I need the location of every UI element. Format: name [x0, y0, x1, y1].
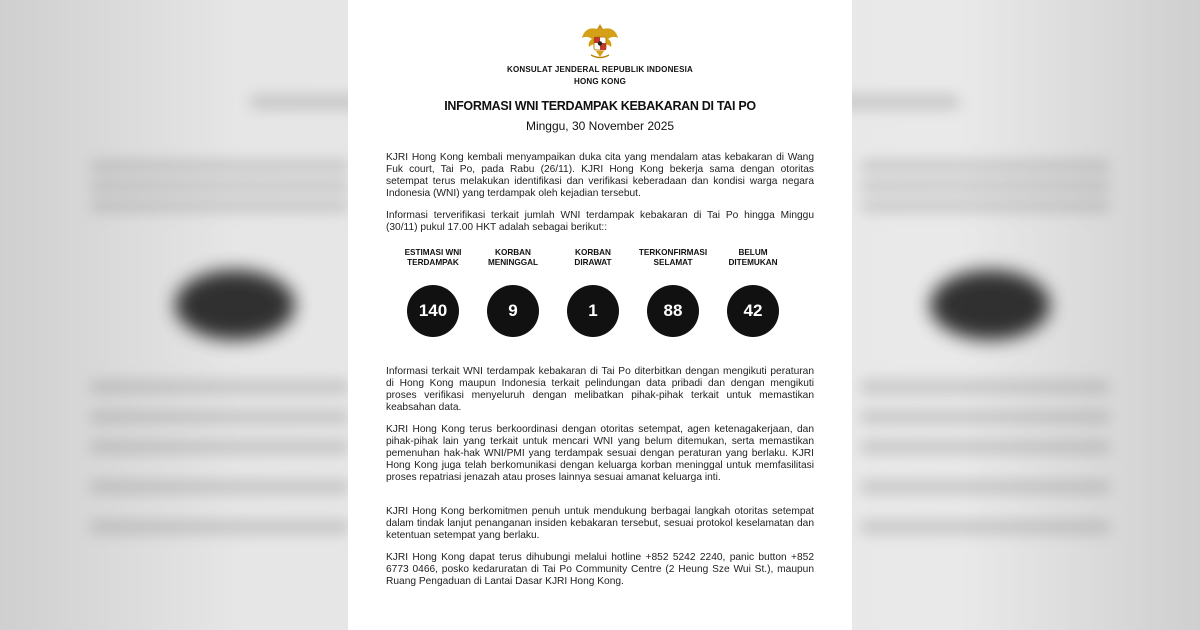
blur-line	[860, 200, 1110, 212]
blur-line	[90, 480, 350, 494]
stat-value: 42	[727, 285, 779, 337]
stat-label	[708, 248, 798, 270]
blur-line	[860, 440, 1110, 454]
blur-line	[860, 410, 1110, 424]
blur-line	[860, 160, 1110, 172]
stat-belum-ditemukan	[708, 248, 798, 337]
stat-label-line: KORBAN	[575, 248, 611, 257]
stat-label	[468, 248, 558, 270]
stat-label-line: KORBAN	[495, 248, 531, 257]
stat-value: 9	[487, 285, 539, 337]
blur-line	[860, 380, 1110, 394]
stat-value: 140	[407, 285, 459, 337]
blur-circle	[930, 270, 1050, 340]
stat-label-line: DITEMUKAN	[728, 258, 778, 267]
paragraph-4: KJRI Hong Kong terus berkoordinasi dengan otoritas setempat, agen ketenagakerjaan, dan pihak-pihak lain yang terkait untuk mencari WNI yang belum ditemukan, serta memastikan pemenuhan hak-hak WNI/PMI yang terdampak sesuai dengan peraturan yang berlaku. KJRI Hong Kong juga telah berkomunikasi dengan keluarga korban meninggal untuk memfasilitasi proses repatriasi jenazah atau proses lainnya sesuai amanat keluarga inti.	[386, 424, 814, 484]
stat-value: 88	[647, 285, 699, 337]
stat-label	[548, 248, 638, 270]
paragraph-6: KJRI Hong Kong dapat terus dihubungi melalui hotline +852 5242 2240, panic button +852 6773 0466, posko kedaruratan di Tai Po Community Centre (2 Heung Sze Wui St.), maupun Ruang Pengaduan di Lantai Dasar KJRI Hong Kong.	[386, 552, 814, 588]
paragraph-1: KJRI Hong Kong kembali menyampaikan duka cita yang mendalam atas kebakaran di Wang Fuk court, Tai Po, pada Rabu (26/11). KJRI Hong Kong bekerja sama dengan otoritas setempat terus melakukan identifikasi dan verifikasi keberadaan dan kondisi warga negara Indonesia (WNI) yang terdampak oleh kejadian tersebut.	[386, 152, 814, 200]
blur-line	[90, 440, 350, 454]
garuda-emblem-icon	[580, 20, 620, 62]
stat-label-line: DIRAWAT	[574, 258, 612, 267]
stat-label-line: SELAMAT	[653, 258, 693, 267]
stat-korban-meninggal	[468, 248, 558, 337]
stat-label-line: BELUM	[738, 248, 768, 257]
blur-line	[860, 520, 1110, 534]
blur-line	[90, 380, 350, 394]
blur-line	[90, 160, 350, 172]
stat-estimasi-wni-terdampak	[388, 248, 478, 337]
stat-label-line: MENINGGAL	[487, 258, 539, 267]
paragraph-2: Informasi terverifikasi terkait jumlah WNI terdampak kebakaran di Tai Po hingga Minggu (30/11) pukul 17.00 HKT adalah sebagai berikut::	[386, 210, 814, 234]
blur-line	[90, 410, 350, 424]
page-date: Minggu, 30 November 2025	[525, 119, 675, 133]
org-city: HONG KONG	[573, 77, 627, 86]
paragraph-3: Informasi terkait WNI terdampak kebakaran di Tai Po diterbitkan dengan mengikuti peraturan di Hong Kong maupun Indonesia terkait pelindungan data pribadi dan dengan mengikuti proses verifikasi menyeluruh dengan melibatkan pihak-pihak terkait untuk memastikan keabsahan data.	[386, 366, 814, 414]
blur-circle	[175, 270, 295, 340]
blur-line	[90, 200, 350, 212]
paragraph-5: KJRI Hong Kong berkomitmen penuh untuk mendukung berbagai langkah otoritas setempat dalam tindak lanjut penanganan insiden kebakaran tersebut, sesuai protokol keselamatan dan ketentuan setempat yang berlaku.	[386, 506, 814, 542]
stat-terkonfirmasi-selamat	[628, 248, 718, 337]
blur-line	[860, 180, 1110, 192]
stat-label-line: TERDAMPAK	[407, 258, 459, 267]
stat-label	[628, 248, 718, 270]
stats-row	[388, 248, 848, 338]
stat-label	[388, 248, 478, 270]
blur-line	[860, 480, 1110, 494]
stat-label-line: TERKONFIRMASI	[638, 248, 708, 257]
stat-korban-dirawat	[548, 248, 638, 337]
blur-line	[90, 180, 350, 192]
blur-line	[90, 520, 350, 534]
stat-label-line: ESTIMASI WNI	[404, 248, 462, 257]
page-title: INFORMASI WNI TERDAMPAK KEBAKARAN DI TAI PO	[444, 99, 756, 113]
stat-value: 1	[567, 285, 619, 337]
org-name: KONSULAT JENDERAL REPUBLIK INDONESIA	[506, 65, 694, 74]
document-page	[348, 0, 852, 630]
